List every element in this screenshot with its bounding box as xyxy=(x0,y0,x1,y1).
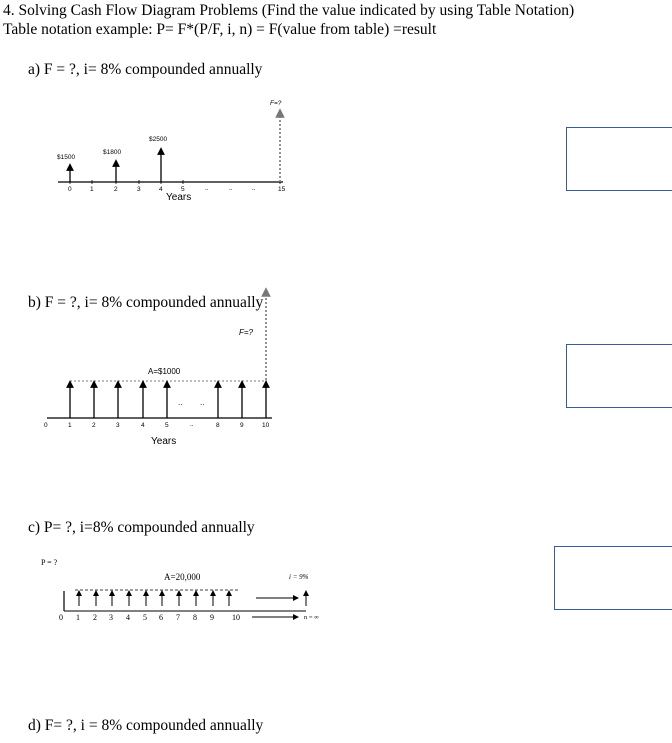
part-c-tick-2: 2 xyxy=(93,613,97,622)
part-b-tick-9: 9 xyxy=(240,422,244,429)
part-c-tick-1: 1 xyxy=(76,613,80,622)
problem-title: 4. Solving Cash Flow Diagram Problems (Find the value indicated by using Table Notation) xyxy=(3,2,575,19)
part-b-tick-3: 3 xyxy=(116,422,120,429)
part-c-answer-box[interactable] xyxy=(554,546,672,610)
part-a-label: a) F = ?, i= 8% compounded annually xyxy=(28,61,263,78)
part-d-label: d) F= ?, i = 8% compounded annually xyxy=(28,717,264,734)
part-b-answer-box[interactable] xyxy=(566,344,672,408)
part-b-dots-1: .. xyxy=(178,398,183,407)
part-b-tick-6: .. xyxy=(190,421,194,428)
part-c-tick-5: 5 xyxy=(143,613,147,622)
part-b-dots-2: .. xyxy=(200,398,205,407)
part-a-flow-label-0: $1500 xyxy=(57,154,76,161)
part-c-tick-10: 10 xyxy=(232,613,240,622)
part-b-tick-10: 10 xyxy=(262,422,270,429)
part-c-tick-6: 6 xyxy=(159,613,163,622)
part-b-tick-4: 4 xyxy=(141,422,145,429)
problem-subtitle: Table notation example: P= F*(P/F, i, n) = F(value from table) =result xyxy=(3,21,437,38)
part-c-tick-4: 4 xyxy=(126,613,130,622)
part-b-label: b) F = ?, i= 8% compounded annually xyxy=(28,294,264,311)
part-a-flow-label-2: $1800 xyxy=(103,149,122,156)
part-a-axis-label: Years xyxy=(166,192,192,203)
part-c-tick-7: 7 xyxy=(176,613,180,622)
part-a-tick-6: .. xyxy=(205,185,209,192)
part-c-tick-8: 8 xyxy=(193,613,197,622)
part-a-tick-7: .. xyxy=(229,185,233,192)
part-c-unknown-label: P = ? xyxy=(41,558,58,567)
part-a-tick-2: 2 xyxy=(114,186,118,193)
part-c-rate-label: i = 9% xyxy=(289,573,309,581)
part-a-tick-3: 3 xyxy=(137,186,141,193)
part-b-tick-0: 0 xyxy=(44,422,48,429)
part-c-n-label: n = ∞ xyxy=(304,614,319,621)
part-a-flow-label-4: $2500 xyxy=(149,136,168,143)
part-b-tick-1: 1 xyxy=(68,422,72,429)
part-b-axis-label: Years xyxy=(151,436,177,447)
part-c-annuity-arrows xyxy=(79,593,229,606)
part-b-tick-5: 5 xyxy=(165,422,169,429)
part-b-tick-2: 2 xyxy=(92,422,96,429)
part-a-tick-1: 1 xyxy=(90,186,94,193)
part-c-annuity-label: A=20,000 xyxy=(164,572,201,582)
part-b-annuity-label: A=$1000 xyxy=(148,367,181,376)
part-c-tick-9: 9 xyxy=(210,613,214,622)
part-a-tick-15: 15 xyxy=(278,186,286,193)
part-a-tick-0: 0 xyxy=(68,186,72,193)
part-a-tick-8: .. xyxy=(252,185,256,192)
part-b-annuity-arrows xyxy=(70,384,266,418)
part-c-tick-0: 0 xyxy=(59,613,63,622)
part-a-unknown-label: F=? xyxy=(270,100,282,107)
part-b-unknown-label: F=? xyxy=(239,328,254,337)
part-c-tick-3: 3 xyxy=(109,613,113,622)
part-c-label: c) P= ?, i=8% compounded annually xyxy=(28,519,255,536)
part-a-tick-4: 4 xyxy=(159,186,163,193)
part-a-tick-5: 5 xyxy=(181,186,185,193)
part-b-tick-8: 8 xyxy=(216,422,220,429)
